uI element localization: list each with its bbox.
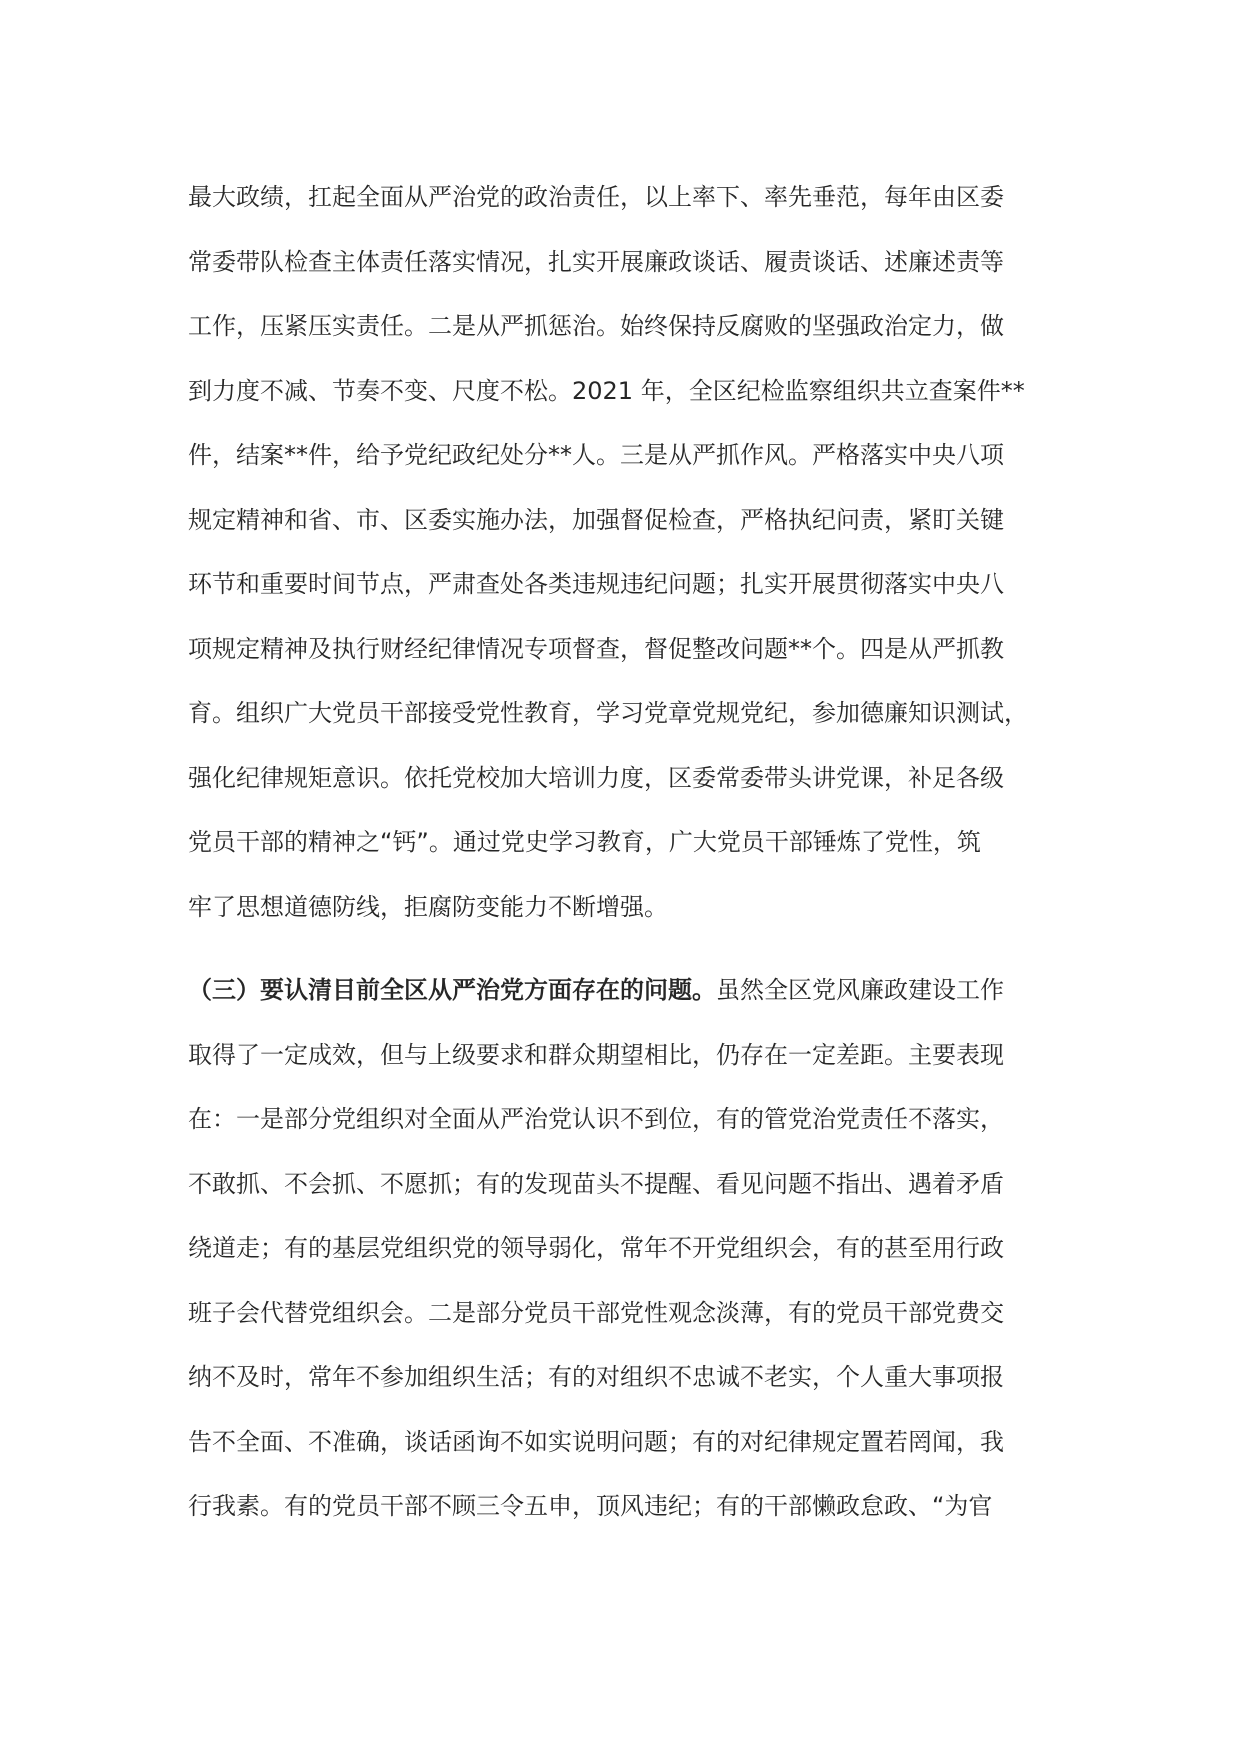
text-line: 规定精神和省、市、区委实施办法，加强督促检查，严格执纪问责，紧盯关键 (188, 505, 1004, 534)
text-line: 最大政绩，扛起全面从严治党的政治责任，以上率下、率先垂范，每年由区委 (188, 183, 1004, 211)
text-line: 件，结案**件，给予党纪政纪处分**人。三是从严抓作风。严格落实中央八项 (188, 441, 1004, 469)
text-line: 取得了一定成效，但与上级要求和群众期望相比，仍存在一定差距。主要表现 (188, 1040, 1004, 1069)
section-3-heading: （三）要认清目前全区从严治党方面存在的问题。 (188, 976, 716, 1004)
text-line: 育。组织广大党员干部接受党性教育，学习党章党规党纪，参加德廉知识测试， (188, 699, 1028, 727)
text-line: 告不全面、不准确，谈话函询不如实说明问题；有的对纪律规定置若罔闻，我 (188, 1427, 1004, 1456)
text-line: 强化纪律规矩意识。依托党校加大培训力度，区委常委带头讲党课，补足各级 (188, 763, 1004, 792)
paragraph-1 (188, 165, 1068, 939)
section-3-paragraph (188, 958, 1068, 1539)
text-line: 纳不及时，常年不参加组织生活；有的对组织不忠诚不老实，个人重大事项报 (188, 1363, 1004, 1391)
section-3-first-line-rest: 虽然全区党风廉政建设工作 (716, 976, 1004, 1004)
text-line: 牢了思想道德防线，拒腐防变能力不断增强。 (188, 892, 668, 921)
text-line: 不敢抓、不会抓、不愿抓；有的发现苗头不提醒、看见问题不指出、遇着矛盾 (188, 1169, 1004, 1198)
text-line: 项规定精神及执行财经纪律情况专项督查，督促整改问题**个。四是从严抓教 (188, 634, 1004, 663)
text-line: 常委带队检查主体责任落实情况，扎实开展廉政谈话、履责谈话、述廉述责等 (188, 247, 1004, 276)
text-line: 绕道走；有的基层党组织党的领导弱化，常年不开党组织会，有的甚至用行政 (188, 1234, 1004, 1262)
text-line: 到力度不减、节奏不变、尺度不松。2021 年，全区纪检监察组织共立查案件** (188, 376, 1025, 405)
text-line: 班子会代替党组织会。二是部分党员干部党性观念淡薄，有的党员干部党费交 (188, 1298, 1004, 1327)
text-line: 环节和重要时间节点，严肃查处各类违规违纪问题；扎实开展贯彻落实中央八 (188, 570, 1004, 598)
text-line: 工作，压紧压实责任。二是从严抓惩治。始终保持反腐败的坚强政治定力，做 (188, 312, 1004, 340)
text-line: 在：一是部分党组织对全面从严治党认识不到位，有的管党治党责任不落实， (188, 1105, 1004, 1133)
section-3-first-line (188, 958, 1068, 1023)
text-line: 行我素。有的党员干部不顾三令五申，顶风违纪；有的干部懒政怠政、“为官 (188, 1492, 993, 1520)
text-line: 党员干部的精神之“钙”。通过党史学习教育，广大党员干部锤炼了党性，筑 (188, 828, 981, 856)
